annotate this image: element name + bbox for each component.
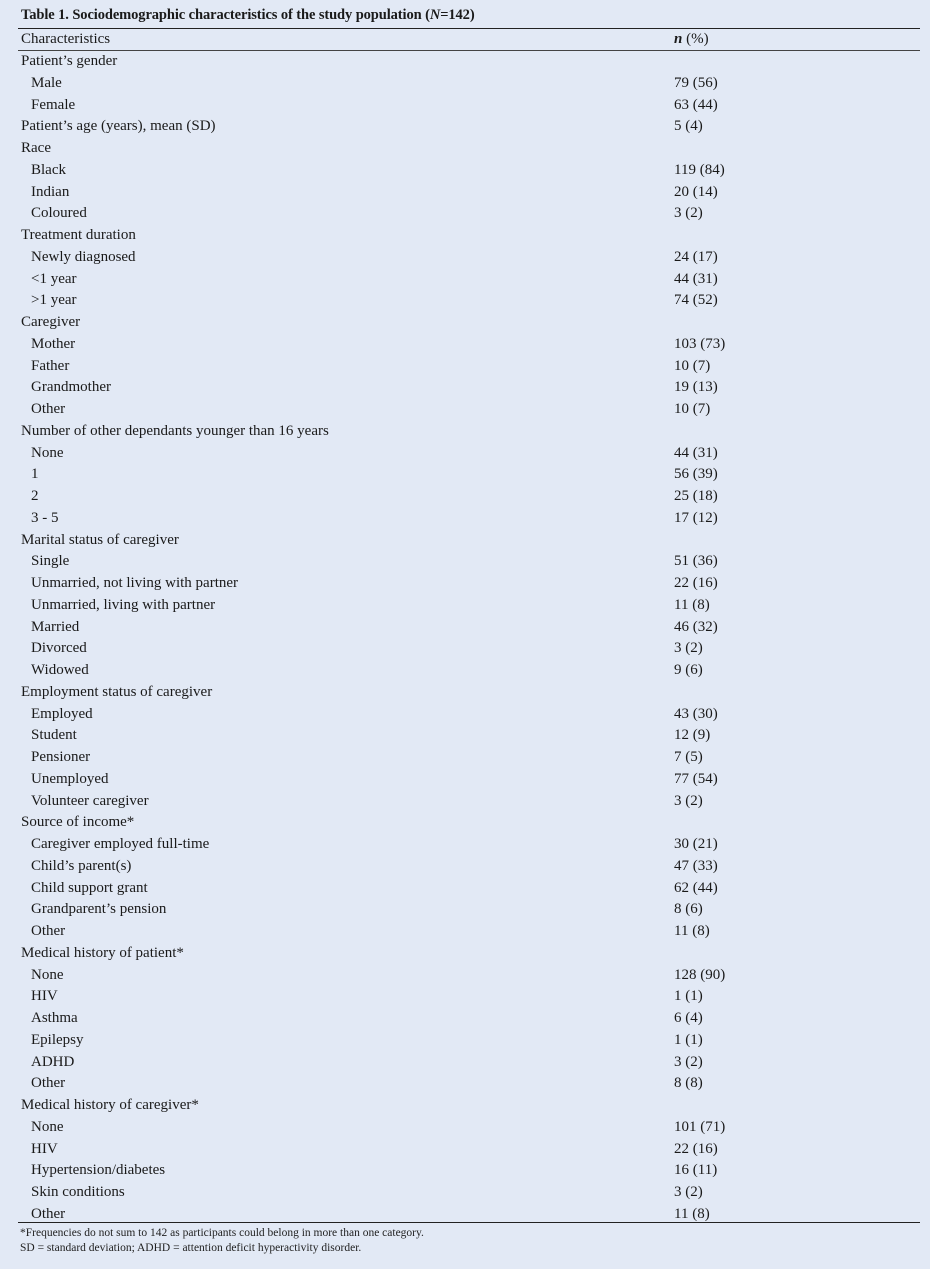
- table-row: [0, 95, 930, 117]
- table-row: [0, 1139, 930, 1161]
- table-row: [0, 290, 930, 312]
- row-value: 79 (56): [674, 74, 718, 91]
- row-value: 103 (73): [674, 335, 726, 352]
- row-value: 25 (18): [674, 488, 718, 504]
- row-label: Coloured: [31, 205, 87, 222]
- table-title-suffix: =142): [440, 7, 475, 23]
- table-row: [0, 791, 930, 813]
- table-row: [0, 573, 930, 595]
- row-label: Other: [31, 1205, 66, 1222]
- row-label: Married: [31, 618, 80, 635]
- header-percent: (%): [682, 31, 709, 47]
- row-label: Medical history of caregiver*: [21, 1097, 199, 1113]
- row-label: Unmarried, living with partner: [31, 596, 216, 613]
- row-label: Single: [31, 553, 70, 570]
- row-value: 11 (8): [674, 1205, 710, 1222]
- table-row: [0, 1160, 930, 1182]
- row-value: 63 (44): [674, 96, 718, 113]
- row-value: 3 (2): [674, 792, 703, 809]
- row-label: Grandparent’s pension: [31, 901, 167, 918]
- row-value: 3 (2): [674, 640, 703, 657]
- table-row: [0, 725, 930, 747]
- table-row: [0, 595, 930, 617]
- row-label: 1: [31, 466, 39, 483]
- row-label: Caregiver employed full-time: [31, 836, 210, 852]
- row-label: Male: [31, 74, 62, 91]
- table-row-category: [0, 812, 930, 834]
- table-row: [0, 203, 930, 225]
- table-row: [0, 1073, 930, 1095]
- table-row: [0, 73, 930, 95]
- table-row: [0, 508, 930, 530]
- table-row: [0, 856, 930, 878]
- row-label: Indian: [31, 183, 70, 200]
- row-value: 56 (39): [674, 466, 718, 483]
- row-label: Child support grant: [31, 879, 148, 896]
- row-value: 8 (6): [674, 901, 703, 918]
- row-label: Unemployed: [31, 770, 109, 787]
- row-value: 3 (2): [674, 1184, 703, 1200]
- row-value: 1 (1): [674, 988, 703, 1005]
- table-row: [0, 247, 930, 269]
- table-row: [0, 769, 930, 791]
- row-value: 3 (2): [674, 1053, 703, 1070]
- row-label: Number of other dependants younger than 16 years: [21, 422, 329, 439]
- table-row: [0, 965, 930, 987]
- row-label: Volunteer caregiver: [31, 792, 149, 809]
- table-row: [0, 834, 930, 856]
- row-value: 17 (12): [674, 509, 718, 526]
- row-value: 30 (21): [674, 836, 718, 852]
- row-value: 10 (7): [674, 357, 711, 374]
- table-row-category: [0, 138, 930, 160]
- row-value: 3 (2): [674, 205, 703, 222]
- row-value: 101 (71): [674, 1118, 726, 1135]
- row-label: Newly diagnosed: [31, 248, 136, 265]
- row-label: Hypertension/diabetes: [31, 1162, 166, 1179]
- row-label: Other: [31, 401, 66, 417]
- row-value: 74 (52): [674, 292, 718, 309]
- table-row-category: [0, 116, 930, 138]
- row-value: 5 (4): [674, 118, 703, 135]
- table-row: [0, 1030, 930, 1052]
- row-label: Pensioner: [31, 749, 91, 765]
- table-row: [0, 1117, 930, 1139]
- row-value: 8 (8): [674, 1075, 703, 1092]
- row-label: None: [31, 444, 64, 461]
- row-value: 77 (54): [674, 770, 718, 787]
- table-row-category: [0, 225, 930, 247]
- table-row-category: [0, 943, 930, 965]
- row-value: 44 (31): [674, 444, 718, 461]
- row-label: Mother: [31, 335, 76, 352]
- row-value: 119 (84): [674, 161, 725, 178]
- table-row: [0, 921, 930, 943]
- row-label: Skin conditions: [31, 1184, 125, 1200]
- row-label: Asthma: [31, 1010, 78, 1026]
- row-value: 44 (31): [674, 270, 718, 287]
- table-row: [0, 486, 930, 508]
- row-value: 7 (5): [674, 749, 703, 765]
- row-label: Black: [31, 161, 66, 178]
- table-row: [0, 269, 930, 291]
- row-label: Medical history of patient*: [21, 944, 184, 961]
- row-value: 62 (44): [674, 879, 718, 896]
- row-label: Other: [31, 923, 66, 939]
- row-value: 128 (90): [674, 966, 726, 983]
- row-label: None: [31, 1118, 64, 1135]
- table-row: [0, 986, 930, 1008]
- row-label: Student: [31, 727, 77, 744]
- row-label: Treatment duration: [21, 227, 136, 243]
- row-value: 46 (32): [674, 618, 718, 635]
- table-row: [0, 160, 930, 182]
- table-row: [0, 617, 930, 639]
- table-row: [0, 1052, 930, 1074]
- row-value: 9 (6): [674, 662, 703, 678]
- row-label: Caregiver: [21, 314, 81, 330]
- row-label: Other: [31, 1075, 66, 1092]
- footnote-abbreviations: SD = standard deviation; ADHD = attention deficit hyperactivity disorder.: [20, 1242, 362, 1254]
- row-value: 24 (17): [674, 248, 718, 265]
- table-row: [0, 377, 930, 399]
- row-label: Unmarried, not living with partner: [31, 575, 239, 591]
- table-row-category: [0, 312, 930, 334]
- header-n-percent: [674, 31, 709, 48]
- row-label: Patient’s gender: [21, 53, 118, 69]
- row-label: Epilepsy: [31, 1031, 84, 1048]
- table-row: [0, 1182, 930, 1204]
- row-value: 20 (14): [674, 183, 718, 200]
- table-row-category: [0, 51, 930, 73]
- row-label: HIV: [31, 1140, 58, 1157]
- table-row-category: [0, 682, 930, 704]
- row-value: 43 (30): [674, 705, 718, 722]
- row-value: 22 (16): [674, 1140, 718, 1157]
- table-bottom-rule: [18, 1222, 920, 1223]
- row-label: <1 year: [31, 270, 77, 287]
- row-label: Employment status of caregiver: [21, 683, 213, 700]
- row-label: Grandmother: [31, 379, 111, 396]
- table-footnotes: [20, 1226, 424, 1256]
- row-value: 51 (36): [674, 553, 718, 570]
- row-label: ADHD: [31, 1053, 75, 1070]
- row-label: Source of income*: [21, 814, 135, 831]
- table-header-row: [0, 29, 930, 49]
- table-row: [0, 899, 930, 921]
- row-value: 16 (11): [674, 1162, 718, 1179]
- row-label: >1 year: [31, 292, 77, 309]
- table-row-category: [0, 421, 930, 443]
- table-row: [0, 399, 930, 421]
- row-label: Widowed: [31, 662, 89, 678]
- row-label: Race: [21, 140, 51, 156]
- row-value: 1 (1): [674, 1031, 703, 1048]
- row-label: Father: [31, 357, 70, 374]
- row-value: 10 (7): [674, 401, 711, 417]
- header-characteristics: Characteristics: [21, 31, 111, 47]
- row-label: Marital status of caregiver: [21, 531, 179, 548]
- table-row: [0, 638, 930, 660]
- table-row: [0, 660, 930, 682]
- table-row: [0, 182, 930, 204]
- table-row-category: [0, 530, 930, 552]
- table-row: [0, 704, 930, 726]
- table-row-category: [0, 1095, 930, 1117]
- row-label: HIV: [31, 988, 58, 1005]
- row-value: 6 (4): [674, 1010, 703, 1026]
- row-label: 2: [31, 488, 39, 504]
- row-label: Patient’s age (years), mean (SD): [21, 118, 216, 135]
- table-row: [0, 464, 930, 486]
- row-value: 11 (8): [674, 923, 710, 939]
- row-label: Divorced: [31, 640, 87, 657]
- table-row: [0, 356, 930, 378]
- row-label: Employed: [31, 705, 93, 722]
- row-value: 19 (13): [674, 379, 718, 396]
- table-body: [0, 51, 930, 1226]
- table-row: [0, 878, 930, 900]
- table-row: [0, 334, 930, 356]
- table-title: [21, 7, 475, 24]
- table-row: [0, 551, 930, 573]
- row-value: 22 (16): [674, 575, 718, 591]
- row-value: 11 (8): [674, 596, 710, 613]
- row-label: Child’s parent(s): [31, 857, 132, 874]
- footnote-frequencies: *Frequencies do not sum to 142 as participants could belong in more than one category.: [20, 1227, 424, 1239]
- row-label: 3 - 5: [31, 509, 59, 526]
- table-row: [0, 747, 930, 769]
- table-title-prefix: Table 1. Sociodemographic characteristics of the study population (: [21, 7, 430, 23]
- table-row: [0, 1008, 930, 1030]
- row-label: Female: [31, 96, 76, 113]
- row-value: 47 (33): [674, 857, 718, 874]
- row-value: 12 (9): [674, 727, 711, 744]
- header-n: n: [674, 31, 683, 47]
- row-label: None: [31, 966, 64, 983]
- table-row: [0, 443, 930, 465]
- table-title-n: N: [429, 7, 441, 23]
